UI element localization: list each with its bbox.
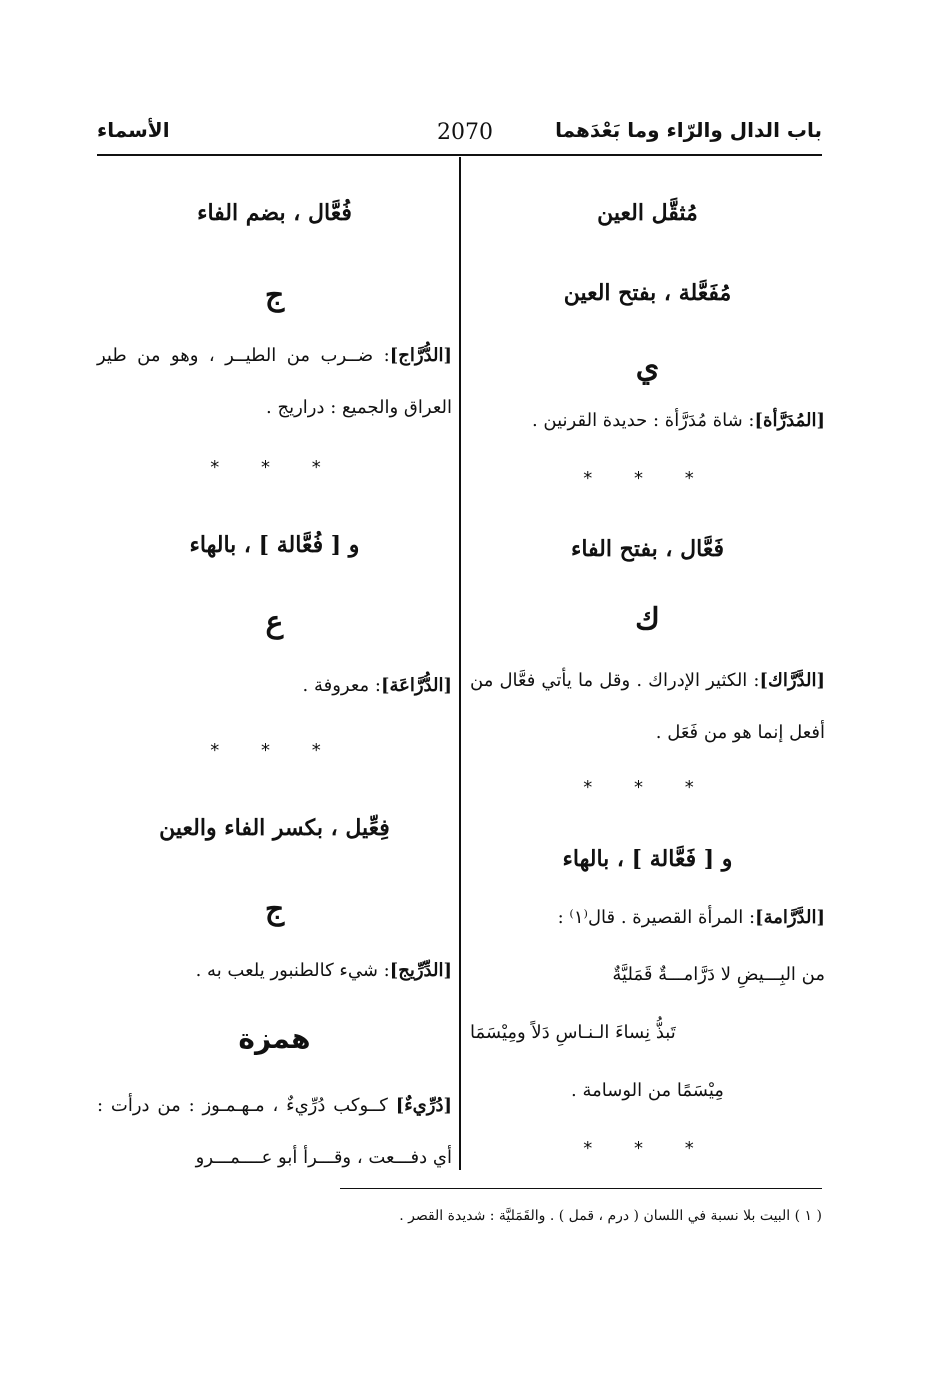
poem-verse: تَبذُّ نِساءَ الـنـاسِ دَلاً ومِيْسَمَا <box>470 1022 676 1043</box>
section-heading: فَعَّال ، بفتح الفاء <box>571 536 724 562</box>
separator-stars: * * * <box>210 457 339 478</box>
dictionary-entry <box>470 892 825 944</box>
dictionary-entry <box>97 945 452 997</box>
separator-stars: * * * <box>210 740 339 761</box>
headword: [الدُّرَّاعَة] <box>380 675 452 696</box>
section-heading: مُفَعَّلة ، بفتح العين <box>563 280 732 306</box>
section-heading: فِعِّيل ، بكسر الفاء والعين <box>159 815 390 841</box>
poem-verse: من البِـــيضِ لا دَرَّامـــةٌ قَمَليَّةٌ <box>612 964 825 985</box>
headword: [دُرِّيءٌ] <box>395 1095 452 1116</box>
dictionary-entry <box>470 655 825 759</box>
letter-heading: ج <box>264 278 285 313</box>
page-number: 2070 <box>437 120 493 145</box>
letter-heading: ع <box>265 605 284 640</box>
column-divider <box>459 157 461 1170</box>
letter-heading: همزة <box>238 1022 311 1055</box>
definition: : معروفة . <box>302 675 381 696</box>
footnote: ( ١ ) البيت بلا نسبة في اللسان ( درم ، قمل ) . والقَمَليَّة : شديدة القصر . <box>399 1208 822 1224</box>
letter-heading: ج <box>264 892 285 927</box>
section-heading: مُثقَّل العين <box>597 200 698 226</box>
headword: [الدَّرَّاك] <box>759 670 825 691</box>
dictionary-entry <box>97 660 452 712</box>
running-header <box>97 112 822 152</box>
section-heading: فُعَّال ، بضم الفاء <box>197 200 352 226</box>
definition: : ضــرب من الطيــر ، وهو من طير العراق والجميع : دراريج . <box>97 345 452 418</box>
footnote-rule <box>340 1188 822 1189</box>
definition: : المرأة القصيرة . قال⁽١⁾ : <box>557 907 756 928</box>
section-title: الأسماء <box>97 118 170 142</box>
dictionary-entry <box>470 395 825 447</box>
chapter-title: باب الدال والرّاء وما بَعْدَهما <box>555 118 822 142</box>
headword: [المُدَرَّأة] <box>754 410 825 431</box>
letter-heading: ك <box>635 602 660 637</box>
headword: [الدُّرَّاج] <box>389 345 452 366</box>
section-heading: و [ فَعَّالة ] ، بالهاء <box>562 846 733 872</box>
letter-heading: ي <box>635 350 660 385</box>
definition: كــوكب دُرِّيءٌ ، مـهـمـوز : من درأت : أي دفـــعت ، وقـــرأ أبو عــــمـــرو <box>97 1095 452 1168</box>
definition: : شيء كالطنبور يلعب به . <box>195 960 390 981</box>
verse-gloss: مِيْسَمًا من الوسامة . <box>571 1080 724 1101</box>
dictionary-entry <box>97 1080 452 1184</box>
header-rule <box>97 154 822 156</box>
section-heading: و [ فُعَّالة ] ، بالهاء <box>189 532 360 558</box>
dictionary-entry <box>97 330 452 434</box>
separator-stars: * * * <box>583 468 712 489</box>
headword: [الدِّرِّيج] <box>389 960 452 981</box>
definition: : شاة مُدَرَّأة : حديدة القرنين . <box>531 410 755 431</box>
separator-stars: * * * <box>583 1138 712 1159</box>
definition: : الكثير الإدراك . وقل ما يأتي فعَّال من أفعل إنما هو من فَعَل . <box>470 670 825 743</box>
separator-stars: * * * <box>583 777 712 798</box>
headword: [الدَّرَّامة] <box>755 907 825 928</box>
